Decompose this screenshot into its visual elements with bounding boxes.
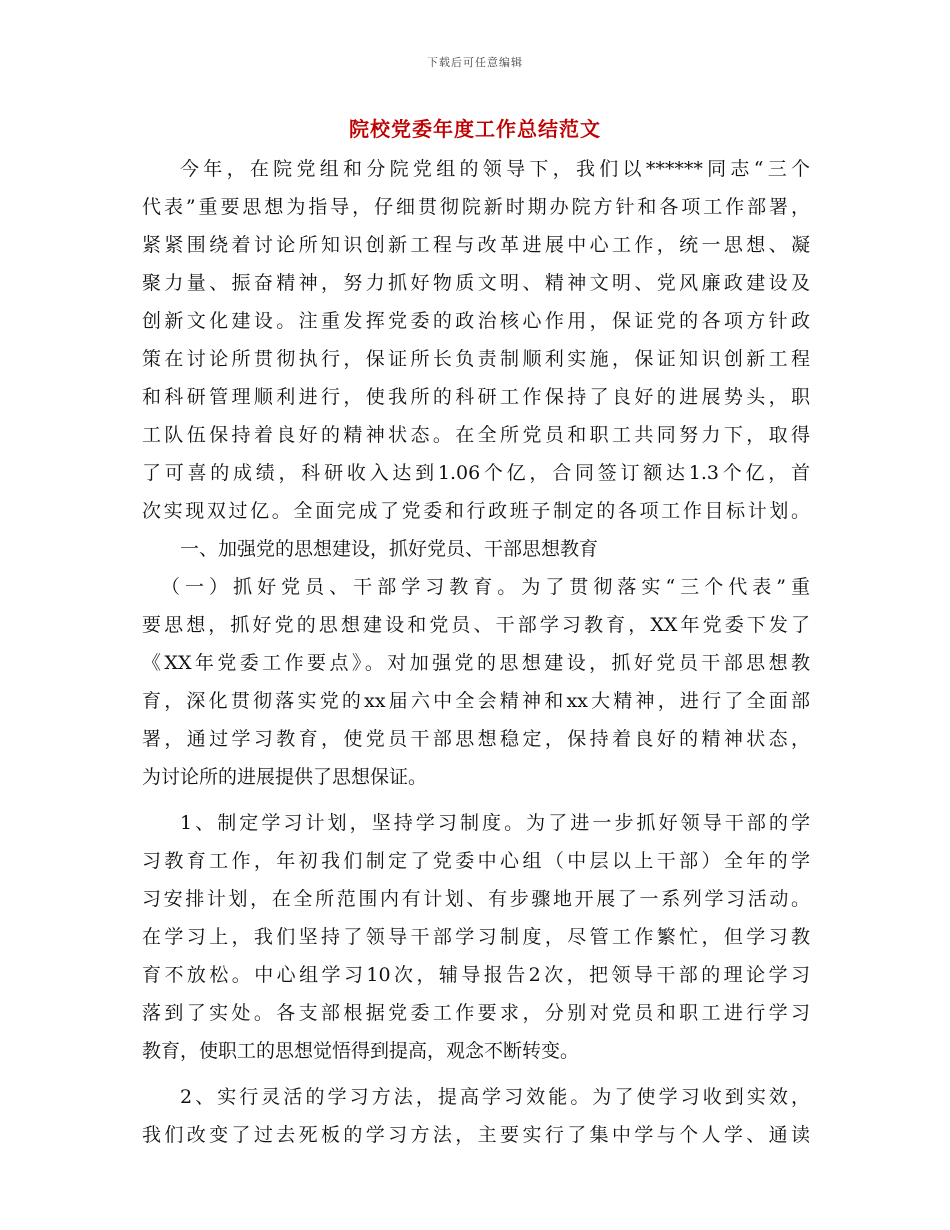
text-line: 创新文化建设。注重发挥党委的政治核心作用，保证党的各项方针政 — [142, 310, 810, 332]
text-line: 育不放松。中心组学习10次，辅导报告2次，把领导干部的理论学习 — [142, 964, 810, 986]
document-body — [142, 150, 810, 1154]
text-line: 习安排计划，在全所范围内有计划、有步骤地开展了一系列学习活动。 — [142, 888, 810, 910]
text-line: 落到了实处。各支部根据党委工作要求，分别对党员和职工进行学习 — [142, 1002, 810, 1024]
text-line: 《XX年党委工作要点》。对加强党的思想建设，抓好党员干部思想教 — [142, 652, 810, 674]
text-line: （一）抓好党员、干部学习教育。为了贯彻落实“三个代表”重 — [161, 576, 810, 598]
text-line: 聚力量、振奋精神，努力抓好物质文明、精神文明、党风廉政建设及 — [142, 272, 810, 294]
section-heading-text: 一、加强党的思想建设，抓好党员、干部思想教育 — [180, 538, 599, 560]
text-line: 代表”重要思想为指导，仔细贯彻院新时期办院方针和各项工作部署， — [142, 196, 810, 218]
text-line: 育，深化贯彻落实党的xx届六中全会精神和xx大精神，进行了全面部 — [142, 690, 810, 712]
paragraph-item-1 — [142, 804, 810, 1070]
text-line: 策在讨论所贯彻执行，保证所长负责制顺利实施，保证知识创新工程 — [142, 348, 810, 370]
header-note: 下载后可任意编辑 — [427, 56, 523, 69]
section-heading — [142, 530, 810, 568]
text-line: 2、实行灵活的学习方法，提高学习效能。为了使学习收到实效， — [180, 1086, 810, 1108]
text-line: 在学习上，我们坚持了领导干部学习制度，尽管工作繁忙，但学习教 — [142, 926, 810, 948]
text-line: 1、制定学习计划，坚持学习制度。为了进一步抓好领导干部的学 — [180, 812, 810, 834]
paragraph-intro — [142, 150, 810, 530]
paragraph-subsection-1 — [142, 568, 810, 796]
text-line: 要思想，抓好党的思想建设和党员、干部学习教育，XX年党委下发了 — [142, 614, 810, 636]
document-title: 院校党委年度工作总结范文 — [349, 117, 601, 141]
paragraph-item-2 — [142, 1078, 810, 1154]
text-line: 和科研管理顺利进行，使我所的科研工作保持了良好的进展势头，职 — [142, 386, 810, 408]
text-line: 次实现双过亿。全面完成了党委和行政班子制定的各项工作目标计划。 — [142, 500, 810, 522]
text-line: 今年，在院党组和分院党组的领导下，我们以******同志“三个 — [180, 158, 810, 180]
text-line: 习教育工作，年初我们制定了党委中心组（中层以上干部）全年的学 — [142, 850, 810, 872]
text-line: 工队伍保持着良好的精神状态。在全所党员和职工共同努力下，取得 — [142, 424, 810, 446]
text-line: 了可喜的成绩，科研收入达到1.06个亿，合同签订额达1.3个亿，首 — [142, 462, 810, 484]
text-line: 我们改变了过去死板的学习方法，主要实行了集中学与个人学、通读 — [142, 1124, 810, 1146]
text-line: 教育，使职工的思想觉悟得到提高，观念不断转变。 — [142, 1040, 580, 1062]
text-line: 为讨论所的进展提供了思想保证。 — [142, 766, 428, 788]
text-line: 紧紧围绕着讨论所知识创新工程与改革进展中心工作，统一思想、凝 — [142, 234, 810, 256]
text-line: 署，通过学习教育，使党员干部思想稳定，保持着良好的精神状态， — [142, 728, 810, 750]
